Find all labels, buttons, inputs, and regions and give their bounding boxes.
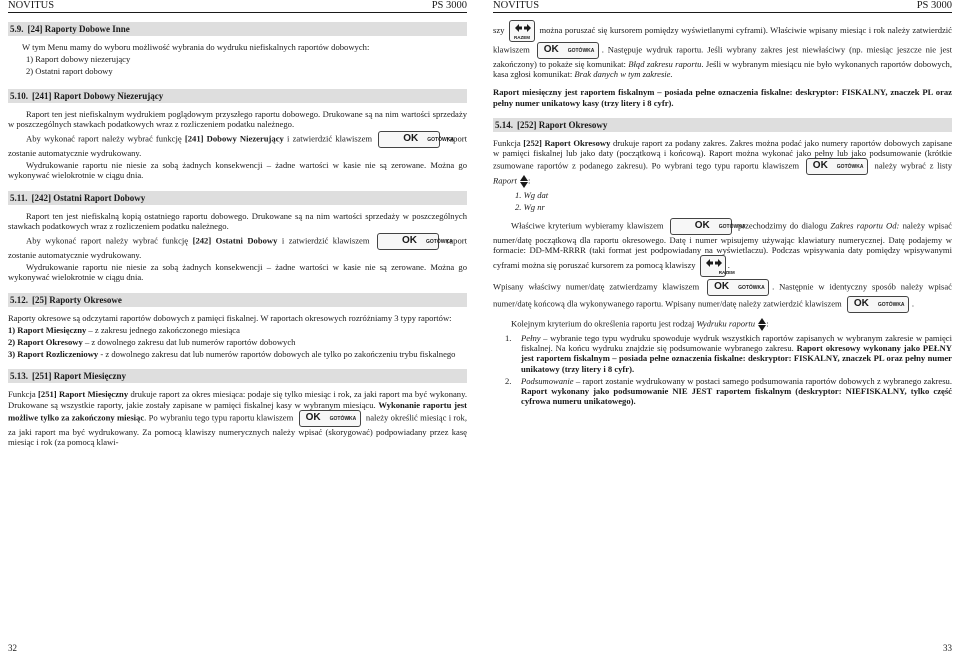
list-item: 2. Podsumowanie – raport zostanie wydrukowany w postaci samego podsumowania raportów dobowych z wybranego zakresu. Raport wykonany jako podsumowanie NIE JEST raportem fiskalnym (deskryptor: NIEFISKALNY, tylko część cyfrowa numeru unikatowego). bbox=[505, 375, 952, 407]
right-column bbox=[493, 20, 952, 408]
paragraph: Funkcja [252] Raport Okresowy drukuje raport za podany zakres. Zakres można podać jako numery raportów dobowych zapisane w pamięci fiskalnej lub jako daty (początkową i końcową). Raport można wykonać jako pełny lub jako podsumowanie (krótkie zsumowane raportów z podanego zakresu). Po wybrani tego typu raportu klawiszem OK GOTÓWKA należy wybrać z listy Raport : bbox=[493, 138, 952, 188]
ok-gotowka-key-icon: OK GOTÓWKA bbox=[847, 296, 909, 313]
right-page bbox=[485, 0, 960, 655]
list-item: 2) Ostatni raport dobowy bbox=[26, 66, 113, 77]
page-number: 33 bbox=[943, 643, 952, 653]
paragraph: Raporty okresowe są odczytami raportów dobowych z pamięci fiskalnej. W raportach okresowych rozróżniamy 3 typy raportów: bbox=[8, 312, 452, 323]
paragraph: Raport ten jest niefiskalnym wydrukiem poglądowym przyszłego raportu dobowego. Drukowane są na nim wartości sprzedaży w poszczególnych stawkach podatkowych wraz z rozliczeniem podatku należnego. bbox=[8, 108, 467, 129]
ok-gotowka-key-icon: OK GOTÓWKA bbox=[377, 233, 439, 250]
section-heading-5-12: 5.12. [25] Raporty Okresowe bbox=[8, 293, 467, 307]
ok-gotowka-key-icon: OK GOTÓWKA bbox=[299, 410, 361, 427]
ok-gotowka-key-icon: OK GOTÓWKA bbox=[806, 158, 868, 175]
paragraph: Właściwe kryterium wybieramy klawiszem OK GOTÓWKA przechodzimy do dialogu Zakres raportu Od: należy wpisać numer/datę początkową dla raportu okresowego. Datę i numer wpisujemy używając klawiatury numerycznej. Datę podajemy w formacie: DD-MM-RRRR (taki format jest podpowiadany na wyświetlaczu). Podczas wpisywania daty pomiędzy wpisywanymi cyframi można się poruszać kursorem za pomocą klawiszy RAZEM . bbox=[493, 219, 953, 276]
paragraph: Kolejnym kryterium do określenia raportu jest rodzaj Wydruku raportu : bbox=[493, 318, 952, 331]
report-types-list bbox=[8, 325, 467, 360]
list-item: 1. Pełny – wybranie tego typu wydruku spowoduje wydruk wszystkich raportów zapisanych w wybranym zakresie w pamięci fiskalnej. Na końcu wydruku znajdzie się podsumowanie wybranego zakresu. Raport okresowy wykonany jako PEŁNY jest raportem fiskalnym – posiada pełne oznaczenia fiskalne: deskryptor: FISKALNY, znaczek PL oraz pełny numer unikatowy (trzy litery i 8 cyfr). bbox=[505, 333, 952, 374]
list-item: 2. Wg nr bbox=[515, 202, 545, 213]
left-column bbox=[8, 20, 467, 449]
paragraph: W tym Menu mamy do wyboru możliwość wybrania do wydruku niefiskalnych raportów dobowych: bbox=[22, 42, 370, 52]
section-heading-5-11: 5.11. [242] Ostatni Raport Dobowy bbox=[8, 191, 467, 205]
page-number: 32 bbox=[8, 643, 17, 653]
running-head-right bbox=[493, 0, 952, 13]
running-head-left bbox=[8, 0, 467, 13]
section-heading-5-13: 5.13. [251] Raport Miesięczny bbox=[8, 369, 467, 383]
paragraph: szy RAZEM można poruszać się kursorem pomiędzy wyświetlanymi cyframi). Właściwie wpisany miesiąc i rok należy zatwierdzić klawiszem OK GOTÓWKA . Następuje wydruk raportu. Jeśli wybrany zakres jest niewłaściwy (np. miesiąc jeszcze nie jest zakończony) to pokaże się komunikat: Błąd zakresu raportu. Jeśli w wybranym miesiącu nie było wykonanych raportów dobowych, kasa zgłosi komunikat: Brak danych w tym zakresie. bbox=[493, 20, 952, 79]
list-item: 1. Wg dat bbox=[515, 190, 549, 201]
paragraph: Wydrukowanie raportu nie niesie za sobą żadnych konsekwencji – żadne wartości w kasie nie są zerowane. Można go wykonywać wielokrotnie w ciągu dnia. bbox=[8, 262, 467, 283]
section-5-9-body bbox=[8, 42, 467, 77]
left-page bbox=[0, 0, 475, 655]
list-item: 3) Raport Rozliczeniowy - z dowolnego zakresu dat lub numerów raportów dobowych ale tylko po zakończeniu trybu fiskalnego bbox=[8, 349, 456, 360]
brand-name: NOVITUS bbox=[493, 0, 540, 11]
paragraph: Aby wykonać raport należy wybrać funkcję [241] Dobowy Niezerujący i zatwierdzić klawiszem OK GOTÓWKA raport zostanie automatycznie wydrukowany. bbox=[8, 133, 467, 159]
model-name: PS 3000 bbox=[431, 0, 467, 11]
section-heading-5-14: 5.14. [252] Raport Okresowy bbox=[493, 118, 952, 132]
up-down-arrow-icon bbox=[519, 175, 528, 188]
section-heading-5-10: 5.10. [241] Raport Dobowy Niezerujący bbox=[8, 89, 467, 103]
razem-arrow-keys-icon: RAZEM bbox=[509, 20, 535, 42]
brand-name: NOVITUS bbox=[8, 0, 55, 11]
ok-gotowka-key-icon: OK GOTÓWKA bbox=[670, 218, 732, 235]
paragraph: Funkcja [251] Raport Miesięczny drukuje raport za okres miesiąca: podaje się tylko miesiąc i rok, za jaki raport ma być wykonany. Drukowane są wszystkie raporty, jakie zostały zapisane w pamięci fiskalnej kasy w wybranym miesiącu. Wykonanie raportu jest możliwe tylko za zakończony miesiąc. Po wybraniu tego typu raportu klawiszem OK GOTÓWKA należy określić miesiąc i rok, za jaki raport ma być wydrukowany. Za pomocą klawiszy numerycznych należy wpisać (skorygować) podpowiadany przez kasę miesiąc i rok (za pomocą klawi- bbox=[8, 389, 468, 448]
ok-gotowka-key-icon: OK GOTÓWKA bbox=[537, 42, 599, 59]
paragraph: Wpisany właściwy numer/datę zatwierdzamy klawiszem OK GOTÓWKA . Następnie w identyczny sposób należy wpisać numer/datę końcową dla wykonywanego raportu. Wpisany numer/datę należy zatwierdzić klawiszem OK GOTÓWKA . bbox=[493, 279, 952, 313]
arrow-left-right-icon bbox=[705, 258, 723, 268]
paragraph: Aby wykonać raport należy wybrać funkcję [242] Ostatni Dobowy i zatwierdzić klawiszem OK GOTÓWKA raport zostanie automatycznie wydrukowany. bbox=[8, 235, 468, 261]
paragraph: Raport ten jest niefiskalną kopią ostatniego raportu dobowego. Drukowane są na nim wartości sprzedaży w poszczególnych stawkach podatkowych wraz z rozliczeniem podatku należnego. bbox=[8, 210, 467, 231]
paragraph: Wydrukowanie raportu nie niesie za sobą żadnych konsekwencji – żadne wartości w kasie nie są zerowane. Można go wykonywać wielokrotnie w ciągu dnia. bbox=[8, 160, 467, 181]
ok-gotowka-key-icon: OK GOTÓWKA bbox=[378, 131, 440, 148]
list-item: 2) Raport Okresowy – z dowolnego zakresu dat lub numerów raportów dobowych bbox=[8, 337, 296, 348]
model-name: PS 3000 bbox=[916, 0, 952, 11]
section-heading-5-9: 5.9. [24] Raporty Dobowe Inne bbox=[8, 22, 467, 36]
arrow-left-right-icon bbox=[514, 23, 532, 33]
fiscal-note: Raport miesięczny jest raportem fiskalnym – posiada pełne oznaczenia fiskalne: deskryptor: FISKALNY, znaczek PL oraz pełny numer unikatowy kasy (trzy litery i 8 cyfr). bbox=[493, 87, 952, 108]
ok-gotowka-key-icon: OK GOTÓWKA bbox=[707, 279, 769, 296]
up-down-arrow-icon bbox=[757, 318, 766, 331]
list-item: 1) Raport dobowy niezerujący bbox=[26, 54, 131, 65]
list-item: 1) Raport Miesięczny – z zakresu jednego zakończonego miesiąca bbox=[8, 324, 240, 335]
print-criteria-list bbox=[493, 333, 952, 406]
razem-arrow-keys-icon: RAZEM bbox=[700, 255, 726, 277]
